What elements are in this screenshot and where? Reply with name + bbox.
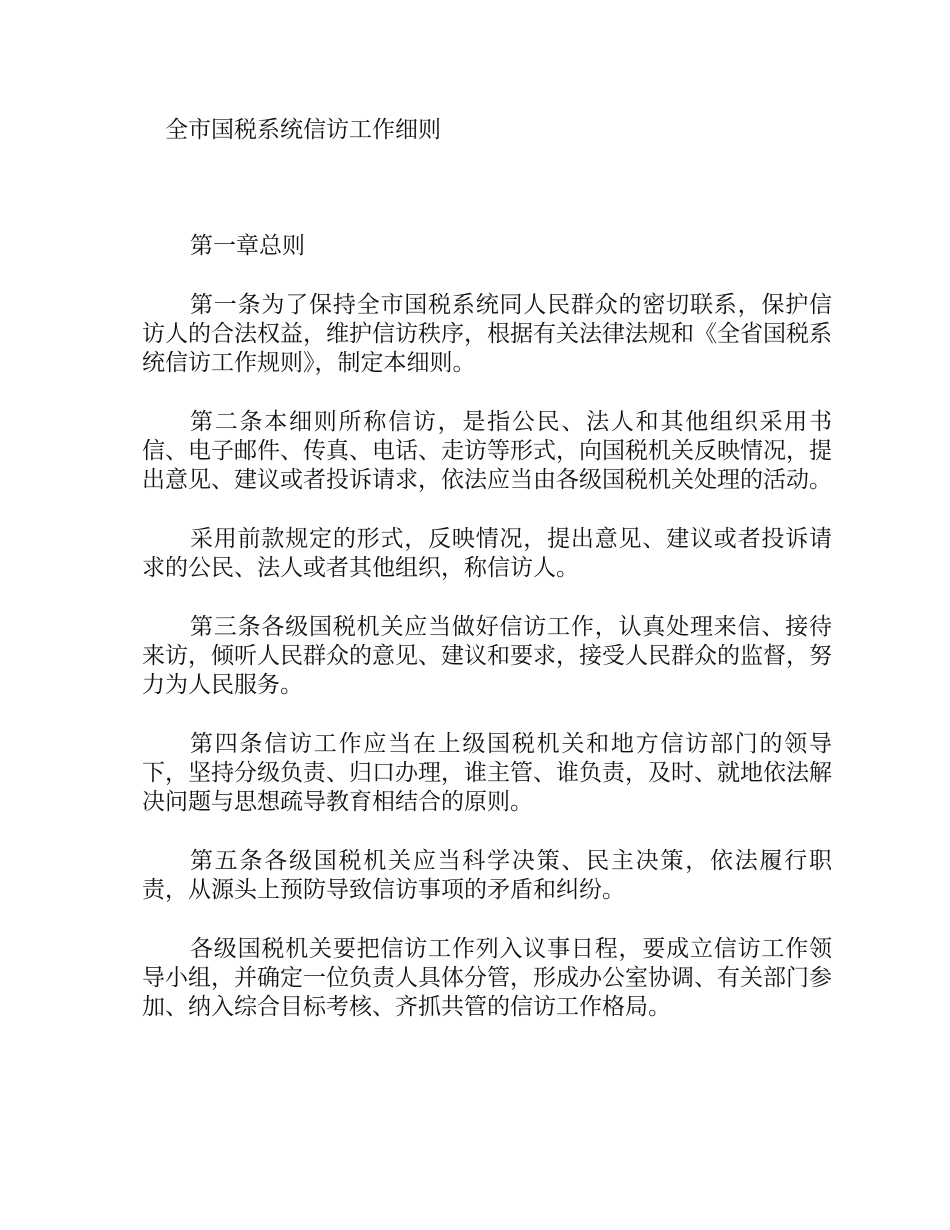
chapter-heading: 第一章总则 xyxy=(190,233,305,259)
paragraph-article-3: 第三条各级国税机关应当做好信访工作，认真处理来信、接待来访，倾听人民群众的意见、建议和要求，接受人民群众的监督，努力为人民服务。 xyxy=(142,614,832,698)
document-body xyxy=(142,232,832,1052)
document-title: 全市国税系统信访工作细则 xyxy=(165,117,441,143)
paragraph-article-1: 第一条为了保持全市国税系统同人民群众的密切联系，保护信访人的合法权益，维护信访秩序，根据有关法律法规和《全省国税系统信访工作规则》，制定本细则。 xyxy=(142,292,832,376)
paragraph-article-4: 第四条信访工作应当在上级国税机关和地方信访部门的领导下，坚持分级负责、归口办理，谁主管、谁负责，及时、就地依法解决问题与思想疏导教育相结合的原则。 xyxy=(142,731,832,815)
paragraph-article-5: 第五条各级国税机关应当科学决策、民主决策，依法履行职责，从源头上预防导致信访事项的矛盾和纠纷。 xyxy=(142,848,832,903)
paragraph-article-2-supplement: 采用前款规定的形式，反映情况，提出意见、建议或者投诉请求的公民、法人或者其他组织，称信访人。 xyxy=(142,526,832,581)
paragraph-article-5-supplement: 各级国税机关要把信访工作列入议事日程，要成立信访工作领导小组，并确定一位负责人具体分管，形成办公室协调、有关部门参加、纳入综合目标考核、齐抓共管的信访工作格局。 xyxy=(142,936,832,1020)
paragraph-article-2: 第二条本细则所称信访，是指公民、法人和其他组织采用书信、电子邮件、传真、电话、走访等形式，向国税机关反映情况，提出意见、建议或者投诉请求，依法应当由各级国税机关处理的活动。 xyxy=(142,409,832,493)
